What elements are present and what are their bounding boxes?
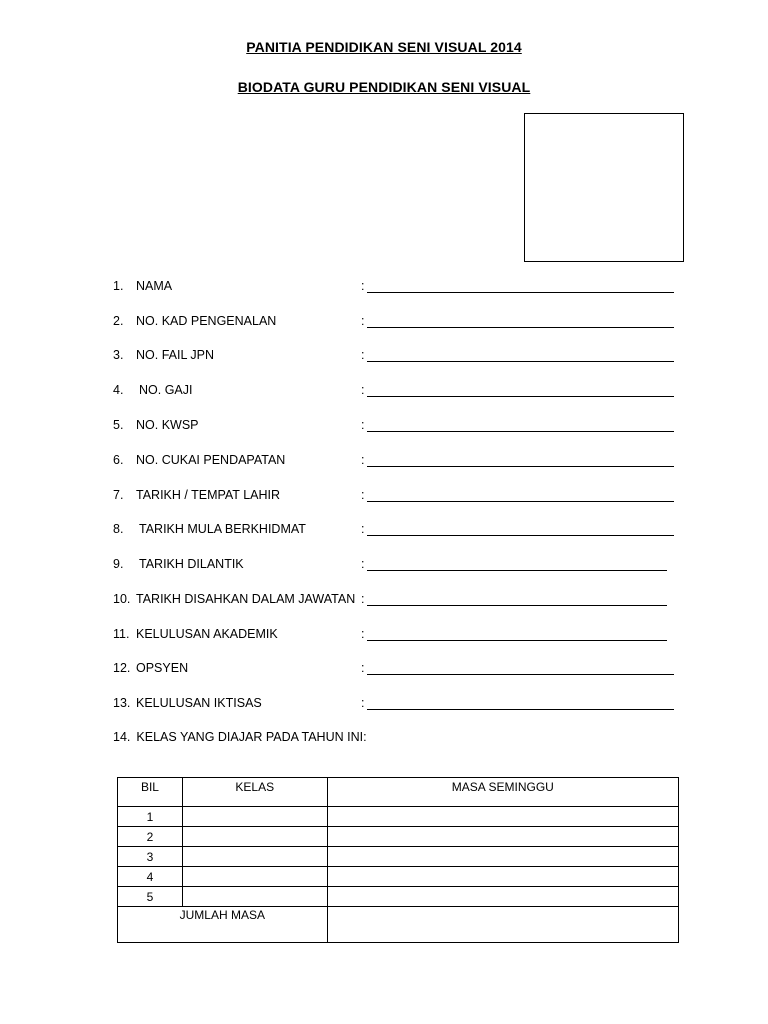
field-number: 2. xyxy=(113,314,124,328)
table-row xyxy=(118,867,679,887)
field-label: NAMA xyxy=(136,279,173,293)
field-number: 9. xyxy=(113,557,124,571)
field-colon: : xyxy=(361,557,365,571)
field-tarikh-disahkan-dalam-jawatan xyxy=(0,592,768,612)
field-number: 4. xyxy=(113,383,124,397)
field-number: 5. xyxy=(113,418,124,432)
field-number: 7. xyxy=(113,488,124,502)
field-kelulusan-akademik xyxy=(0,627,768,647)
field-colon: : xyxy=(361,314,365,328)
field-number: 12. xyxy=(113,661,131,675)
field-number: 1. xyxy=(113,279,124,293)
kelas-cell[interactable] xyxy=(182,807,327,827)
form-subtitle: BIODATA GURU PENDIDIKAN SENI VISUAL xyxy=(237,79,531,95)
field-nama xyxy=(0,279,768,299)
field-opsyen xyxy=(0,661,768,681)
field-label: TARIKH / TEMPAT LAHIR xyxy=(136,488,281,502)
field-no-fail-jpn xyxy=(0,348,768,368)
kelas-cell[interactable] xyxy=(182,847,327,867)
field-label: NO. CUKAI PENDAPATAN xyxy=(136,453,286,467)
fill-line[interactable] xyxy=(367,501,674,502)
fill-line[interactable] xyxy=(367,535,674,536)
field-colon: : xyxy=(361,279,365,293)
field-colon: : xyxy=(361,383,365,397)
field-colon: : xyxy=(361,453,365,467)
field-label: OPSYEN xyxy=(136,661,189,675)
table-row xyxy=(118,887,679,907)
kelas-cell[interactable] xyxy=(182,867,327,887)
field-label: NO. GAJI xyxy=(139,383,193,397)
field-no-cukai-pendapatan xyxy=(0,453,768,473)
row-number: 2 xyxy=(118,827,183,847)
field-number: 13. xyxy=(113,696,131,710)
field-tarikh-tempat-lahir xyxy=(0,488,768,508)
masa-cell[interactable] xyxy=(327,867,678,887)
photo-box xyxy=(524,113,684,262)
kelas-cell[interactable] xyxy=(182,827,327,847)
field-label: KELULUSAN IKTISAS xyxy=(136,696,262,710)
field-colon: : xyxy=(361,522,365,536)
class-table xyxy=(117,777,679,943)
field-label: NO. KWSP xyxy=(136,418,199,432)
jumlah-masa-cell[interactable] xyxy=(327,907,678,943)
column-header-kelas: KELAS xyxy=(182,778,327,807)
field-label: KELAS YANG DIAJAR PADA TAHUN INI: xyxy=(136,730,367,744)
field-no-kwsp xyxy=(0,418,768,438)
table-header-row xyxy=(118,778,679,807)
field-colon: : xyxy=(361,592,365,606)
field-label: NO. KAD PENGENALAN xyxy=(136,314,277,328)
field-number: 8. xyxy=(113,522,124,536)
field-tarikh-dilantik xyxy=(0,557,768,577)
fill-line[interactable] xyxy=(367,327,674,328)
masa-cell[interactable] xyxy=(327,847,678,867)
field-number: 3. xyxy=(113,348,124,362)
table-row xyxy=(118,827,679,847)
field-number: 6. xyxy=(113,453,124,467)
field-number: 11. xyxy=(113,627,130,641)
column-header-masa-seminggu: MASA SEMINGGU xyxy=(327,778,678,807)
field-number: 14. xyxy=(113,730,131,744)
field-label: KELULUSAN AKADEMIK xyxy=(136,627,278,641)
field-kelas-diajar xyxy=(113,730,367,744)
fill-line[interactable] xyxy=(367,361,674,362)
field-number: 10. xyxy=(113,592,131,606)
fill-line[interactable] xyxy=(367,431,674,432)
form-title: PANITIA PENDIDIKAN SENI VISUAL 2014 xyxy=(246,39,522,55)
fill-line[interactable] xyxy=(367,466,674,467)
field-label: TARIKH DILANTIK xyxy=(139,557,244,571)
fill-line[interactable] xyxy=(367,709,674,710)
table-row xyxy=(118,807,679,827)
field-label: TARIKH DISAHKAN DALAM JAWATAN xyxy=(136,592,356,606)
field-colon: : xyxy=(361,488,365,502)
field-no-kad-pengenalan xyxy=(0,314,768,334)
row-number: 4 xyxy=(118,867,183,887)
row-number: 5 xyxy=(118,887,183,907)
field-label: TARIKH MULA BERKHIDMAT xyxy=(139,522,306,536)
table-total-row xyxy=(118,907,679,943)
fill-line[interactable] xyxy=(367,570,667,571)
row-number: 1 xyxy=(118,807,183,827)
field-tarikh-mula-berkhidmat xyxy=(0,522,768,542)
fill-line[interactable] xyxy=(367,396,674,397)
masa-cell[interactable] xyxy=(327,827,678,847)
jumlah-masa-label: JUMLAH MASA xyxy=(118,907,328,943)
field-colon: : xyxy=(361,418,365,432)
kelas-cell[interactable] xyxy=(182,887,327,907)
column-header-bil: BIL xyxy=(118,778,183,807)
field-colon: : xyxy=(361,627,365,641)
field-colon: : xyxy=(361,661,365,675)
masa-cell[interactable] xyxy=(327,887,678,907)
fill-line[interactable] xyxy=(367,640,667,641)
fill-line[interactable] xyxy=(367,605,667,606)
field-colon: : xyxy=(361,696,365,710)
field-no-gaji xyxy=(0,383,768,403)
field-kelulusan-iktisas xyxy=(0,696,768,716)
masa-cell[interactable] xyxy=(327,807,678,827)
field-label: NO. FAIL JPN xyxy=(136,348,215,362)
fill-line[interactable] xyxy=(367,292,674,293)
field-colon: : xyxy=(361,348,365,362)
table-row xyxy=(118,847,679,867)
fill-line[interactable] xyxy=(367,674,674,675)
row-number: 3 xyxy=(118,847,183,867)
